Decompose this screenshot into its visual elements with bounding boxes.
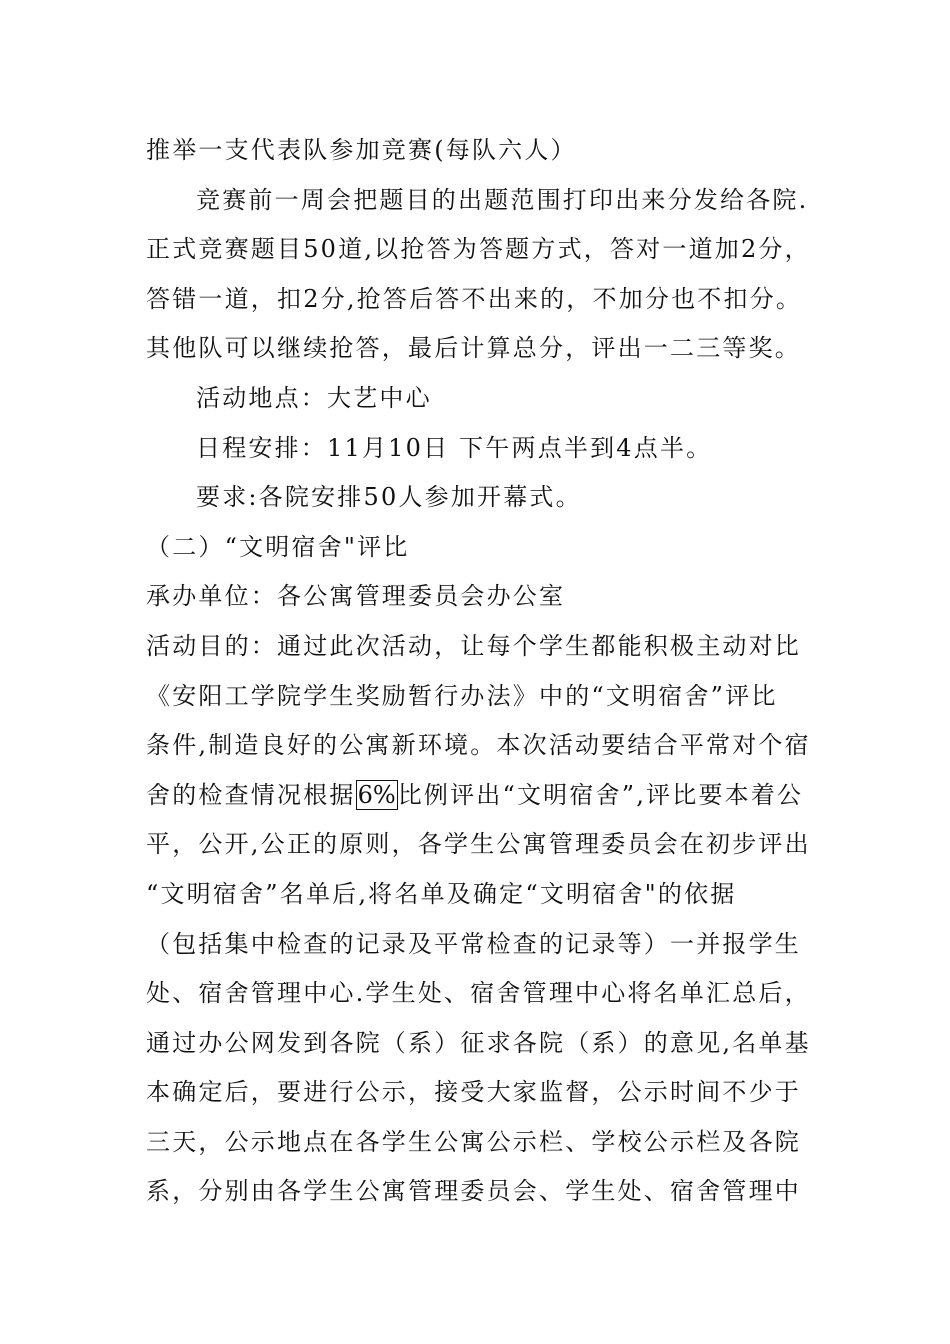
text-line-18: 处、宿舍管理中心.学生处、宿舍管理中心将名单汇总后，	[146, 979, 811, 1008]
text-line-4: 答错一道，扣2分,抢答后答不出来的，不加分也不扣分。	[146, 284, 803, 313]
text-line-13: 条件,制造良好的公寓新环境。本次活动要结合平常对个宿	[146, 731, 811, 760]
section-heading: （二）“文明宿舍"评比	[146, 532, 410, 561]
text-line-21: 三天，公示地点在各学生公寓公示栏、学校公示栏及各院	[146, 1127, 801, 1156]
text-line-20: 本确定后，要进行公示，接受大家监督，公示时间不少于	[146, 1078, 801, 1107]
text-line-11: 活动目的：通过此次活动，让每个学生都能积极主动对比	[146, 631, 801, 660]
text-line-14-after: 比例评出“文明宿舍”,评比要本着公	[397, 780, 804, 809]
text-line-17: （包括集中检查的记录及平常检查的记录等）一并报学生	[146, 929, 801, 958]
text-line-12: 《安阳工学院学生奖励暂行办法》中的“文明宿舍”评比	[146, 681, 778, 710]
text-line-organizer: 承办单位：各公寓管理委员会办公室	[146, 582, 566, 611]
text-line-19: 通过办公网发到各院（系）征求各院（系）的意见,名单基	[146, 1028, 811, 1057]
text-line-5: 其他队可以继续抢答，最后计算总分，评出一二三等奖。	[146, 334, 801, 363]
text-line-22: 系，分别由各学生公寓管理委员会、学生处、宿舍管理中	[146, 1177, 801, 1206]
text-line-16: “文明宿舍”名单后,将名单及确定“文明宿舍"的依据	[146, 879, 737, 908]
text-line-requirement: 要求:各院安排50人参加开幕式。	[196, 483, 582, 512]
text-line-15: 平，公开,公正的原则，各学生公寓管理委员会在初步评出	[146, 830, 811, 859]
text-line-2: 竞赛前一周会把题目的出题范围打印出来分发给各院.	[196, 185, 809, 214]
text-line-14-before: 舍的检查情况根据	[146, 780, 356, 809]
text-line-1: 推举一支代表队参加竞赛(每队六人）	[146, 136, 577, 164]
document-body	[146, 126, 816, 1217]
text-line-14	[146, 771, 816, 821]
text-line-3: 正式竞赛题目50道,以抢答为答题方式，答对一道加2分，	[146, 235, 811, 264]
text-line-schedule: 日程安排：11月10日 下午两点半到4点半。	[196, 433, 713, 462]
boxed-percentage: 6%	[357, 780, 396, 809]
text-line-venue: 活动地点：大艺中心	[196, 383, 432, 412]
